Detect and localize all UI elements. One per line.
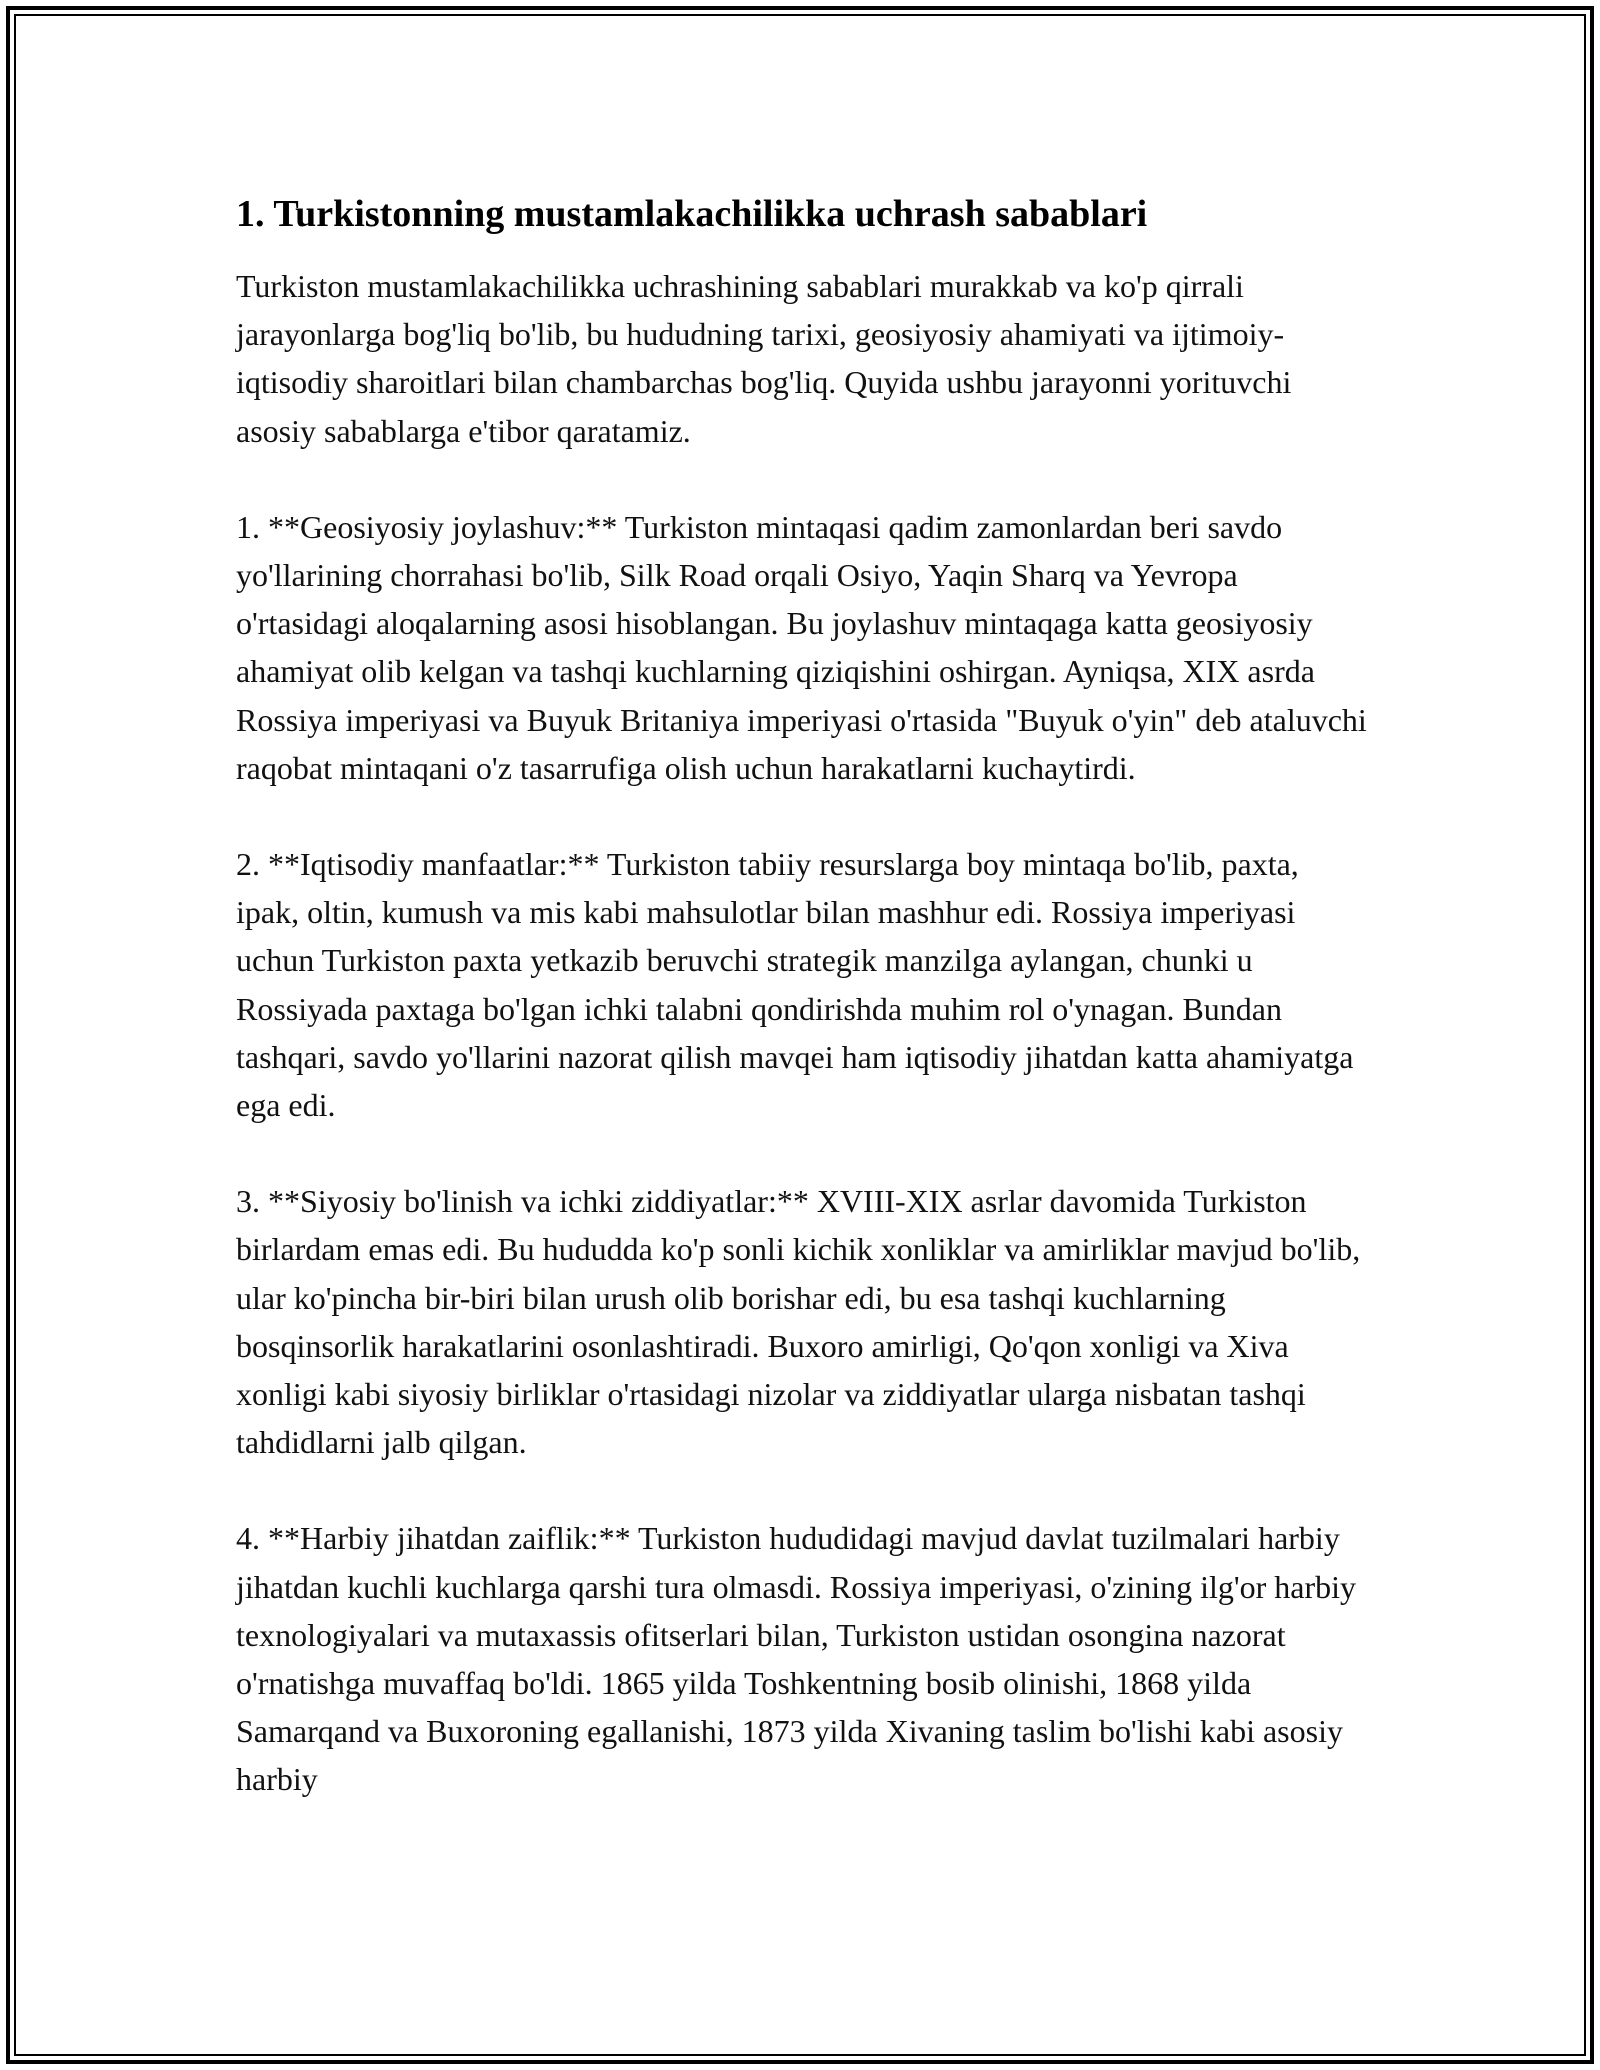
paragraph-military-weakness: 4. **Harbiy jihatdan zaiflik:** Turkiston hududidagi mavjud davlat tuzilmalari harbiy jihatdan kuchli kuchlarga qarshi tura olmasdi. Rossiya imperiyasi, o'zining ilg'or harbiy texnologiyalari va mutaxassis ofitserlari bilan, Turkiston ustidan osongina nazorat o'rnatishga muvaffaq bo'ldi. 1865 yilda Toshkentning bosib olinishi, 1868 yilda Samarqand va Buxoroning egallanishi, 1873 yilda Xivaning taslim bo'lishi kabi asosiy harbiy xyxy=(236,1520,1357,1798)
document-title: 1. Turkistonning mustamlakachilikka uchrash sabablari xyxy=(236,193,1148,235)
intro-paragraph: Turkiston mustamlakachilikka uchrashining sabablari murakkab va ko'p qirrali jarayonlarga bog'liq bo'lib, bu hududning tarixi, geosiyosiy ahamiyati va ijtimoiy-iqtisodiy sharoitlari bilan chambarchas bog'liq. Quyida ushbu jarayonni yorituvchi asosiy sabablarga e'tibor qaratamiz. xyxy=(236,268,1292,449)
document-body xyxy=(236,186,1368,1804)
paragraph-political-division: 3. **Siyosiy bo'linish va ichki ziddiyatlar:** XVIII-XIX asrlar davomida Turkiston birlardam emas edi. Bu hududda ko'p sonli kichik xonliklar va amirliklar mavjud bo'lib, ular ko'pincha bir-biri bilan urush olib borishar edi, bu esa tashqi kuchlarning bosqinsorlik harakatlarini osonlashtiradi. Buxoro amirligi, Qo'qon xonligi va Xiva xonligi kabi siyosiy birliklar o'rtasidagi nizolar va ziddiyatlar ularga nisbatan tashqi tahdidlarni jalb qilgan. xyxy=(236,1183,1361,1461)
paragraph-geopolitical-location: 1. **Geosiyosiy joylashuv:** Turkiston mintaqasi qadim zamonlardan beri savdo yo'llarining chorrahasi bo'lib, Silk Road orqali Osiyo, Yaqin Sharq va Yevropa o'rtasidagi aloqalarning asosi hisoblangan. Bu joylashuv mintaqaga katta geosiyosiy ahamiyat olib kelgan va tashqi kuchlarning qiziqishini oshirgan. Ayniqsa, XIX asrda Rossiya imperiyasi va Buyuk Britaniya imperiyasi o'rtasida "Buyuk o'yin" deb ataluvchi raqobat mintaqani o'z tasarrufiga olish uchun harakatlarni kuchaytirdi. xyxy=(236,508,1367,786)
paragraph-economic-interests: 2. **Iqtisodiy manfaatlar:** Turkiston tabiiy resurslarga boy mintaqa bo'lib, paxta, ipak, oltin, kumush va mis kabi mahsulotlar bilan mashhur edi. Rossiya imperiyasi uchun Turkiston paxta yetkazib beruvchi strategik manzilga aylangan, chunki u Rossiyada paxtaga bo'lgan ichki talabni qondirishda muhim rol o'ynagan. Bundan tashqari, savdo yo'llarini nazorat qilish mavqei ham iqtisodiy jihatdan katta ahamiyatga ega edi. xyxy=(236,846,1354,1124)
